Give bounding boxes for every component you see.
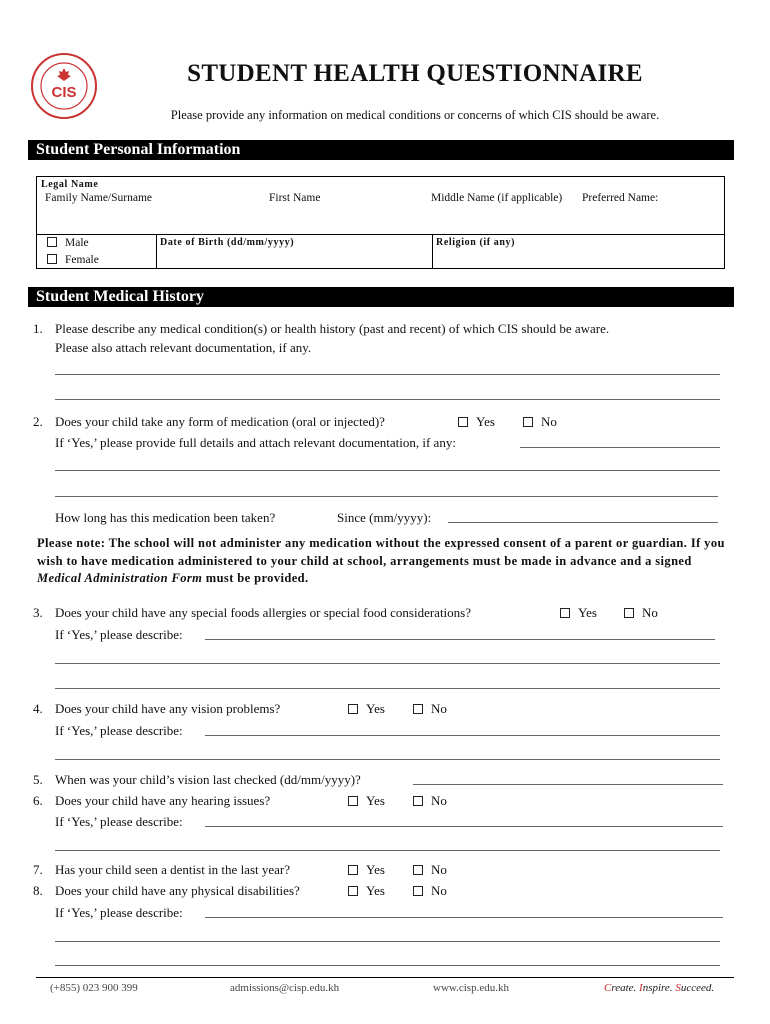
section-medical-title: Student Medical History (28, 287, 734, 307)
q6-no-checkbox[interactable] (413, 796, 423, 806)
religion-field[interactable]: Religion (if any) (436, 237, 516, 248)
q6-no-option[interactable]: No (413, 793, 447, 809)
q3-describe-line[interactable] (205, 639, 715, 640)
medication-note: Please note: The school will not administer any medication without the expressed consent of a parent or guardian. If you wish to have medication administered to your child at school, arrangements must be made in advance and a signed Medical Administration Form must be provided. (37, 536, 725, 585)
q8-no-option[interactable]: No (413, 883, 447, 899)
middle-name-field[interactable]: Middle Name (if applicable) (431, 192, 563, 204)
q4-yes-option[interactable]: Yes (348, 701, 385, 717)
q2-answer-line[interactable] (55, 470, 720, 471)
q2-details-label: If ‘Yes,’ please provide full details and attach relevant documentation, if any: (55, 435, 456, 450)
page-title: STUDENT HEALTH QUESTIONNAIRE (187, 60, 643, 87)
q2-no-checkbox[interactable] (523, 417, 533, 427)
section-personal-title: Student Personal Information (28, 140, 734, 160)
male-option[interactable]: Male (47, 237, 89, 249)
q2-text: Does your child take any form of medication (oral or injected)? (55, 414, 385, 429)
footer-slogan: Create. Inspire. Succeed. (604, 982, 715, 994)
medical-admin-form-name: Medical Administration Form (37, 571, 203, 585)
personal-info-table (36, 176, 725, 269)
page-subtitle: Please provide any information on medical conditions or concerns of which CIS should be aware. (170, 108, 660, 122)
q4-answer-line[interactable] (55, 759, 720, 760)
q2-answer-line[interactable] (55, 496, 718, 497)
q4-number: 4. (33, 701, 43, 716)
q8-yes-checkbox[interactable] (348, 886, 358, 896)
q8-describe-line[interactable] (205, 917, 723, 918)
q8-no-checkbox[interactable] (413, 886, 423, 896)
q6-number: 6. (33, 793, 43, 808)
q7-yes-checkbox[interactable] (348, 865, 358, 875)
q1-number: 1. (33, 321, 43, 336)
q4-describe-label: If ‘Yes,’ please describe: (55, 723, 183, 738)
footer-email[interactable]: admissions@cisp.edu.kh (230, 982, 340, 994)
q7-no-option[interactable]: No (413, 862, 447, 878)
q4-no-checkbox[interactable] (413, 704, 423, 714)
q2-since-label: Since (mm/yyyy): (337, 510, 432, 525)
q5-answer-line[interactable] (413, 784, 723, 785)
q6-describe-line[interactable] (205, 826, 723, 827)
q3-answer-line[interactable] (55, 688, 720, 689)
q7-text: Has your child seen a dentist in the last year? (55, 862, 291, 877)
q2-yes-checkbox[interactable] (458, 417, 468, 427)
q6-yes-option[interactable]: Yes (348, 793, 385, 809)
legal-name-label: Legal Name (41, 179, 99, 190)
q4-yes-checkbox[interactable] (348, 704, 358, 714)
q2-since-line[interactable] (448, 522, 718, 523)
q4-no-option[interactable]: No (413, 701, 447, 717)
q8-describe-label: If ‘Yes,’ please describe: (55, 905, 183, 920)
footer-divider (36, 977, 734, 978)
q1-text: Please describe any medical condition(s) or health history (past and recent) of which CIS should be aware. (55, 321, 610, 336)
q5-text: When was your child’s vision last checked (dd/mm/yyyy)? (55, 772, 361, 787)
dob-field[interactable]: Date of Birth (dd/mm/yyyy) (160, 237, 295, 248)
q8-answer-line[interactable] (55, 941, 720, 942)
q2-number: 2. (33, 414, 43, 429)
q3-no-option[interactable]: No (624, 605, 658, 621)
female-option[interactable]: Female (47, 254, 99, 266)
q3-text: Does your child have any special foods allergies or special food considerations? (55, 605, 471, 620)
first-name-field[interactable]: First Name (269, 192, 321, 204)
q8-number: 8. (33, 883, 43, 898)
q3-answer-line[interactable] (55, 663, 720, 664)
q5-number: 5. (33, 772, 43, 787)
family-name-field[interactable]: Family Name/Surname (45, 192, 152, 204)
q3-no-checkbox[interactable] (624, 608, 634, 618)
q1-answer-line[interactable] (55, 399, 720, 400)
q8-text: Does your child have any physical disabilities? (55, 883, 300, 898)
q4-describe-line[interactable] (205, 735, 720, 736)
q3-yes-option[interactable]: Yes (560, 605, 597, 621)
logo-text: CIS (51, 84, 77, 101)
q2-howlong-label: How long has this medication been taken? (55, 510, 276, 525)
q6-describe-label: If ‘Yes,’ please describe: (55, 814, 183, 829)
q2-no-option[interactable]: No (523, 414, 557, 430)
q7-yes-option[interactable]: Yes (348, 862, 385, 878)
q3-yes-checkbox[interactable] (560, 608, 570, 618)
q3-number: 3. (33, 605, 43, 620)
q7-number: 7. (33, 862, 43, 877)
q6-yes-checkbox[interactable] (348, 796, 358, 806)
q6-answer-line[interactable] (55, 850, 720, 851)
footer-phone: (+855) 023 900 399 (50, 982, 138, 994)
q4-text: Does your child have any vision problems? (55, 701, 281, 716)
q6-text: Does your child have any hearing issues? (55, 793, 271, 808)
q1-answer-line[interactable] (55, 374, 720, 375)
q8-answer-line[interactable] (55, 965, 720, 966)
q7-no-checkbox[interactable] (413, 865, 423, 875)
q2-yes-option[interactable]: Yes (458, 414, 495, 430)
q1-text-line2: Please also attach relevant documentation, if any. (55, 340, 312, 355)
footer-website[interactable]: www.cisp.edu.kh (433, 982, 509, 994)
female-checkbox[interactable] (47, 254, 57, 264)
q8-yes-option[interactable]: Yes (348, 883, 385, 899)
preferred-name-field[interactable]: Preferred Name: (582, 192, 659, 204)
male-checkbox[interactable] (47, 237, 57, 247)
q2-details-line[interactable] (520, 447, 720, 448)
q3-describe-label: If ‘Yes,’ please describe: (55, 627, 183, 642)
